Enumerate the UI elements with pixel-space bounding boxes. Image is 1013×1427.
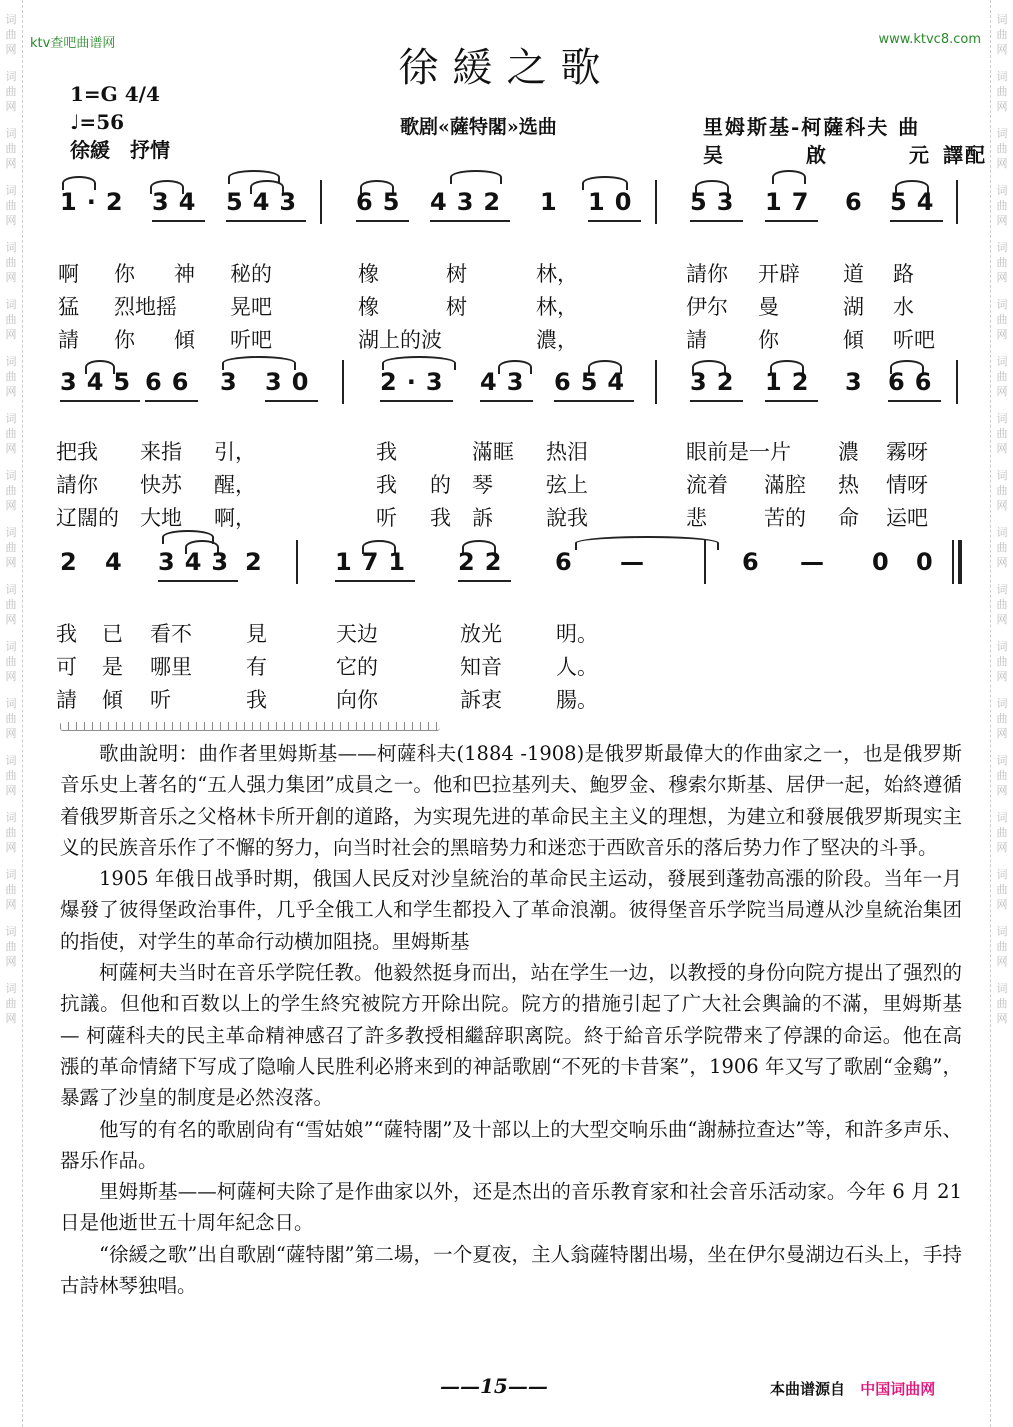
note-group: 1 [540, 188, 567, 216]
bar-line [655, 180, 657, 224]
watermark-glyph-group: 词 曲 网 [5, 469, 17, 512]
opera-source: 歌剧«薩特閣»选曲 [400, 116, 557, 138]
score-row-1 [50, 170, 970, 368]
note-group: — [620, 548, 654, 576]
essay-paragraph: 里姆斯基——柯薩柯夫除了是作曲家以外，还是杰出的音乐教育家和社会音乐活动家。今年 6 月 21 日是他逝世五十周年紀念日。 [60, 1180, 962, 1235]
lyrics-block: 我 已 看不 見 天边 放光 明。 可 是 哪里 有 它的 知音 人。 請 傾 听 我 向你 訴衷 腸。 [56, 622, 598, 712]
note-group: 171 [335, 548, 415, 582]
note-group: 65 [356, 188, 409, 222]
note-group: 3 [845, 368, 872, 396]
notation-line [50, 170, 970, 226]
watermark-glyph-group: 词 曲 网 [996, 868, 1008, 911]
note-group: 6 [742, 548, 769, 576]
watermark-glyph-group: 词 曲 网 [5, 13, 17, 56]
essay-paragraph: 1905 年俄日战爭时期，俄国人民反对沙皇統治的革命民主运动，發展到蓬勃高漲的阶段。当年一月爆發了彼得堡政治事件，几乎全俄工人和学生都投入了革命浪潮。彼得堡音乐学院当局遵从沙皇統治集团的指使，对学生的革命行动横加阻挠。里姆斯基 [60, 867, 962, 953]
watermark-glyph-group: 词 曲 网 [5, 127, 17, 170]
final-bar-line [952, 540, 962, 584]
translator-role: 譯配 [943, 143, 987, 167]
song-title: 徐緩之歌 [398, 45, 615, 91]
note-group: 30 [265, 368, 318, 402]
note-group: 32 [690, 368, 743, 402]
page-number: ——15—— [440, 1374, 548, 1398]
note-group: 343 [158, 548, 238, 582]
note-group: 345 [60, 368, 140, 402]
watermark-glyph-group: 词 曲 网 [996, 241, 1008, 284]
translator-name: 吴 啟 元 [703, 143, 931, 167]
watermark-glyph-group: 词 曲 网 [5, 868, 17, 911]
note-group: 2·3 [380, 368, 453, 402]
watermark-glyph-group: 词 曲 网 [5, 982, 17, 1025]
watermark-glyph-group: 词 曲 网 [996, 811, 1008, 854]
note-group: 22 [458, 548, 511, 582]
watermark-glyph-group: 词 曲 网 [5, 583, 17, 626]
note-group: 2 [60, 548, 87, 576]
watermark-glyph-group: 词 曲 网 [5, 355, 17, 398]
note-group: 6 [555, 548, 582, 576]
note-group: — [800, 548, 834, 576]
site-watermark-left: ktv查吧曲谱网 [30, 36, 116, 51]
watermark-glyph-group: 词 曲 网 [996, 640, 1008, 683]
watermark-glyph-group: 词 曲 网 [5, 925, 17, 968]
watermark-glyph-group: 词 曲 网 [5, 70, 17, 113]
bar-line [956, 360, 958, 404]
song-notes [60, 738, 962, 1301]
source-credit [770, 1378, 935, 1399]
note-group: 10 [588, 188, 641, 222]
watermark-glyph-group: 词 曲 网 [996, 982, 1008, 1025]
watermark-glyph-group: 词 曲 网 [996, 70, 1008, 113]
note-group: 66 [145, 368, 198, 402]
watermark-glyph-group: 词 曲 网 [5, 412, 17, 455]
bar-line [956, 180, 958, 224]
bar-line [704, 540, 706, 584]
watermark-glyph-group: 词 曲 网 [996, 754, 1008, 797]
watermark-glyph-group: 词 曲 网 [5, 298, 17, 341]
site-watermark-right: www.ktvc8.com [878, 32, 981, 47]
note-group: 2 [245, 548, 272, 576]
essay-paragraph: 柯薩柯夫当时在音乐学院任教。他毅然挺身而出，站在学生一边，以教授的身份向院方提出了强烈的抗議。但他和百数以上的学生終究被院方开除出院。院方的措施引起了广大社会輿論的不滿，里姆斯基 — 柯薩科夫的民主革命精神感召了許多教授相繼辞职离院。終于給音乐学院帶来了停課的命运。他在高漲的革命情緒下写成了隐喻人民胜利必將来到的神話歌剧“不死的卡昔案”，1906 年又写了歌剧“金鷄”，暴露了沙皇的制度是必然沒落。 [60, 961, 962, 1110]
note-group: 0 [872, 548, 899, 576]
credits [703, 113, 987, 169]
watermark-glyph-group: 词 曲 网 [5, 697, 17, 740]
watermark-glyph-group: 词 曲 网 [996, 526, 1008, 569]
note-group: 34 [152, 188, 205, 222]
right-watermark-strip [990, 0, 1013, 1427]
watermark-glyph-group: 词 曲 网 [996, 298, 1008, 341]
watermark-glyph-group: 词 曲 网 [996, 412, 1008, 455]
score-row-2 [50, 350, 970, 546]
bar-line [655, 360, 657, 404]
notation-line [50, 530, 970, 586]
watermark-glyph-group: 词 曲 网 [996, 469, 1008, 512]
note-group: 6 [845, 188, 872, 216]
watermark-glyph-group: 词 曲 网 [5, 754, 17, 797]
left-watermark-strip [0, 0, 23, 1427]
watermark-glyph-group: 词 曲 网 [996, 925, 1008, 968]
note-group: 654 [554, 368, 634, 402]
tempo-marking: ♩=56 [70, 110, 125, 134]
bar-line [342, 360, 344, 404]
essay-paragraph: 他写的有名的歌剧尙有“雪姑娘”“薩特閣”及十部以上的大型交响乐曲“謝赫拉查达”等，和許多声乐、器乐作品。 [60, 1117, 962, 1172]
section-divider [60, 722, 440, 731]
note-group: 66 [888, 368, 941, 402]
watermark-glyph-group: 词 曲 网 [5, 640, 17, 683]
bar-line [320, 180, 322, 224]
lyrics-block: 把我 来指 引， 我 滿眶 热泪 眼前是一片 濃 霧呀 請你 快苏 醒， 我 的 琴 弦上 流着 滿腔 热 情呀 辽闊的 大地 啊， 听 我 訴 說我 悲 苦的 命 运吧 [56, 440, 928, 530]
note-group: 0 [916, 548, 943, 576]
score-meta [70, 80, 170, 164]
watermark-glyph-group: 词 曲 网 [5, 184, 17, 227]
watermark-glyph-group: 词 曲 网 [996, 13, 1008, 56]
note-group: 543 [226, 188, 306, 222]
note-group: 17 [765, 188, 818, 222]
expression-marking: 徐緩 抒情 [70, 138, 170, 162]
notation-line [50, 350, 970, 406]
watermark-glyph-group: 词 曲 网 [5, 241, 17, 284]
key-signature: 1=G 4/4 [70, 82, 160, 106]
essay-paragraph: 歌曲說明：曲作者里姆斯基——柯薩科夫(1884 -1908)是俄罗斯最偉大的作曲家之一，也是俄罗斯音乐史上著名的“五人强力集团”成員之一。他和巴拉基列夫、鮑罗金、穆索尔斯基、居伊一起，始終遵循着俄罗斯音乐之父格林卡所开創的道路，为实現先进的革命民主主义的理想，为建立和發展俄罗斯現实主义的民族音乐作了不懈的努力，向当时社会的黑暗势力和迷恋于西欧音乐的落后势力作了堅决的斗爭。 [60, 742, 962, 859]
note-group: 12 [765, 368, 818, 402]
note-group: 3 [220, 368, 247, 396]
note-group: 1·2 [60, 188, 133, 216]
note-group: 432 [430, 188, 510, 222]
watermark-glyph-group: 词 曲 网 [996, 127, 1008, 170]
note-group: 4 [105, 548, 132, 576]
source-label: 本曲谱源自 [770, 1380, 846, 1398]
watermark-glyph-group: 词 曲 网 [5, 811, 17, 854]
bar-line [296, 540, 298, 584]
note-group: 53 [690, 188, 743, 222]
note-group: 54 [890, 188, 943, 222]
watermark-glyph-group: 词 曲 网 [996, 355, 1008, 398]
essay-paragraph: “徐緩之歌”出自歌剧“薩特閣”第二場，一个夏夜，主人翁薩特閣出場，坐在伊尔曼湖边石头上，手持古詩林琴独唱。 [60, 1242, 962, 1298]
composer-credit: 里姆斯基-柯薩科夫 曲 [703, 115, 921, 139]
note-group: 43 [480, 368, 533, 402]
watermark-glyph-group: 词 曲 网 [996, 184, 1008, 227]
watermark-glyph-group: 词 曲 网 [5, 526, 17, 569]
source-brand-link[interactable]: 中国词曲网 [860, 1380, 936, 1398]
score-row-3 [50, 530, 970, 728]
watermark-glyph-group: 词 曲 网 [996, 697, 1008, 740]
watermark-glyph-group: 词 曲 网 [996, 583, 1008, 626]
lyrics-block: 啊 你 神 秘的 橡 树 林， 請你 开辟 道 路 猛 烈地摇 晃吧 橡 树 林， 伊尔 曼 湖 水 請 你 傾 听吧 湖上的波 濃， 請 你 傾 听吧 [58, 262, 935, 352]
